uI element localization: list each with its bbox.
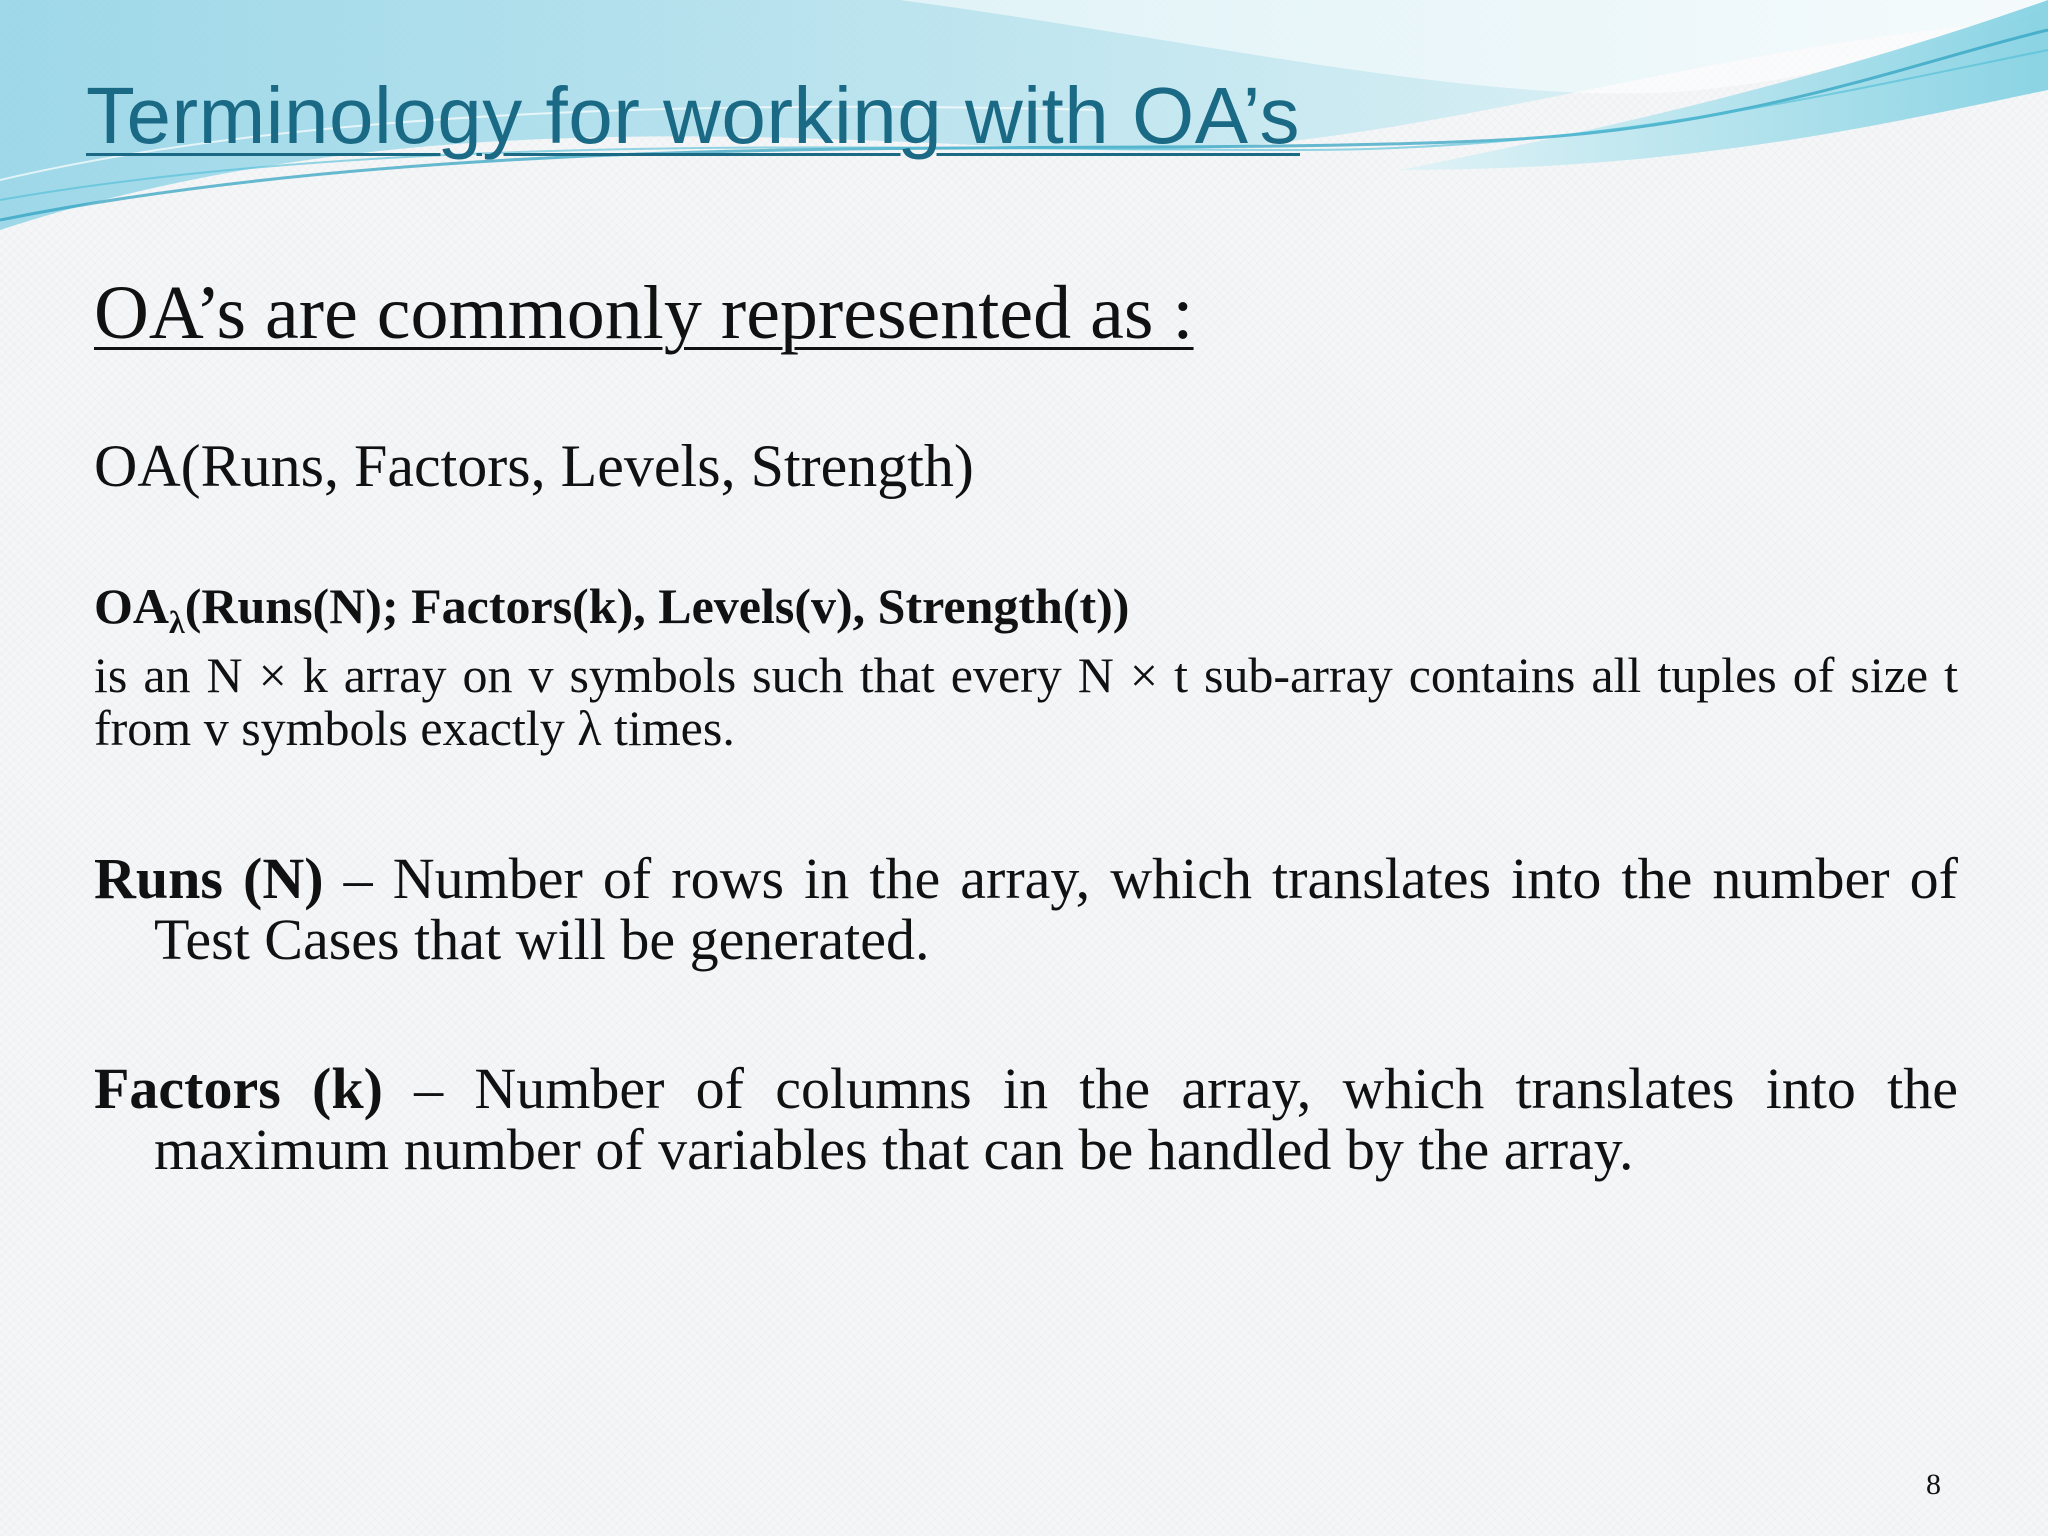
notation-arguments: (Runs(N); Factors(k), Levels(v), Strength(t)): [184, 578, 1130, 634]
definition-text: is an N × k array on v symbols such that every N × t sub-array contains all tuples of size t from v symbols exactly λ times.: [94, 647, 1958, 756]
notation-prefix: OA: [94, 578, 169, 634]
subheading: OA’s are commonly represented as :: [94, 271, 1194, 355]
oa-definition: [94, 580, 1958, 755]
term-runs: [94, 848, 1958, 970]
page-number: 8: [1926, 1468, 1941, 1501]
term-factors: [94, 1058, 1958, 1180]
definition-notation: [94, 580, 1958, 649]
term-label: Runs (N): [94, 846, 324, 911]
term-label: Factors (k): [94, 1056, 383, 1121]
term-description: – Number of columns in the array, which translates into the maximum number of variables that can be handled by the array.: [154, 1056, 1959, 1182]
slide-title: Terminology for working with OA’s: [86, 71, 1300, 160]
term-description: – Number of rows in the array, which translates into the number of Test Cases that will be generated.: [154, 846, 1958, 972]
notation-subscript: λ: [169, 604, 185, 640]
oa-formula: OA(Runs, Factors, Levels, Strength): [94, 433, 974, 499]
